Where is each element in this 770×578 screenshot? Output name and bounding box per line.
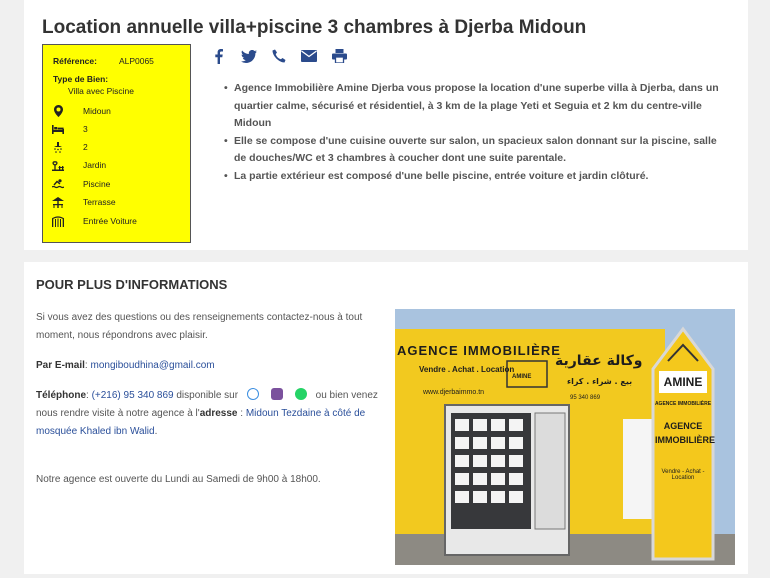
description-item: • Agence Immobilière Amine Djerba vous propose la location d'une superbe villa à Djerba, dans un quartier calme, sécurisé et résidentiel, à 3 km de la plage Yeti et Seguia et 2 km du centre-ville Midoun xyxy=(224,80,724,133)
contact-heading: POUR PLUS D'INFORMATIONS xyxy=(36,277,228,292)
agency-arabic-sub: بيع . شراء . كراء xyxy=(567,377,633,386)
phone-icon[interactable] xyxy=(270,48,288,64)
bed-icon xyxy=(52,123,64,135)
phone-label: Téléphone xyxy=(36,390,87,401)
feature-car-entrance xyxy=(43,215,192,233)
twitter-icon[interactable] xyxy=(240,48,258,64)
address-link[interactable]: Midoun Tezdaine à côté de mosquée Khaled ibn Walid xyxy=(36,408,366,437)
phone-suffix: disponible sur xyxy=(173,390,241,401)
agency-arabic-text: وكالة عقارية xyxy=(555,353,643,369)
pillar-main-text: AGENCE IMMOBILIÈRE xyxy=(655,421,715,445)
pillar-subtitle: AGENCE IMMOBILIÈRE xyxy=(654,401,712,407)
phone-link[interactable]: (+216) 95 340 869 xyxy=(91,390,174,401)
feature-bathrooms xyxy=(43,141,192,159)
feature-label: 3 xyxy=(83,124,88,134)
garden-icon xyxy=(52,159,64,171)
whatsapp-icon[interactable] xyxy=(295,388,307,400)
listing-card xyxy=(24,0,748,250)
viber-icon[interactable] xyxy=(271,388,283,400)
location-pin-icon xyxy=(52,105,64,117)
opening-hours: Notre agence est ouverte du Lundi au Samedi de 9h00 à 18h00. xyxy=(36,474,321,485)
visit-prefix: ou bien venez nous rendre visite à notre agence à l' xyxy=(36,390,378,419)
agency-phone: 95 340 869 xyxy=(570,395,601,401)
messenger-icon[interactable] xyxy=(247,388,259,400)
share-toolbar xyxy=(210,48,348,64)
facebook-icon[interactable] xyxy=(210,48,228,64)
feature-bedrooms xyxy=(43,123,192,141)
type-value: Villa avec Piscine xyxy=(68,86,134,96)
feature-label: 2 xyxy=(83,142,88,152)
description-item: • La partie extérieur est composé d'une belle piscine, entrée voiture et jardin clôturé. xyxy=(224,168,724,186)
agency-website: www.djerbaimmo.tn xyxy=(423,389,485,396)
property-info-box xyxy=(42,44,191,243)
feature-garden xyxy=(43,159,192,177)
feature-label: Piscine xyxy=(83,179,111,189)
address-label: adresse xyxy=(199,408,238,419)
pool-icon xyxy=(52,178,64,190)
pillar-title: AMINE xyxy=(663,375,703,389)
feature-pool xyxy=(43,178,192,196)
terrace-icon xyxy=(52,196,64,208)
email-line: Par E-mail: mongiboudhina@gmail.com xyxy=(36,360,215,371)
contact-card xyxy=(24,262,748,574)
reference-value: ALP0065 xyxy=(118,56,154,66)
description-item: • Elle se compose d'une cuisine ouverte sur salon, un spacieux salon donnant sur la piscine, salle de douches/WC et 3 chambres à coucher dont une suite parentale. xyxy=(224,133,724,168)
feature-label: Midoun xyxy=(83,106,111,116)
feature-terrace xyxy=(43,196,192,214)
type-label: Type de Bien: xyxy=(53,74,109,84)
gate-icon xyxy=(52,215,64,227)
email-icon[interactable] xyxy=(300,48,318,64)
contact-intro: Si vous avez des questions ou des renseignements contactez-nous à tout moment, nous répondrons avec plaisir. xyxy=(36,312,363,341)
agency-photo xyxy=(395,309,735,565)
agency-logo-text: AMINE xyxy=(512,374,532,380)
email-link[interactable]: mongiboudhina@gmail.com xyxy=(90,360,215,371)
phone-line: Téléphone: (+216) 95 340 869 disponible sur ou bien venez nous rendre visite à notre agence à l'adresse : Midoun Tezdaine à côté de mosquée Khaled ibn Walid. xyxy=(36,390,378,437)
print-icon[interactable] xyxy=(330,48,348,64)
feature-label: Jardin xyxy=(83,160,107,170)
agency-banner-sub: Vendre . Achat . Location xyxy=(419,365,515,374)
agency-banner-text: AGENCE IMMOBILIÈRE xyxy=(397,343,561,358)
pillar-tagline: Vendre - Achat - Location xyxy=(661,469,705,481)
email-label: Par E-mail xyxy=(36,360,85,371)
reference-label: Référence: xyxy=(53,56,97,66)
listing-title: Location annuelle villa+piscine 3 chambres à Djerba Midoun xyxy=(42,17,587,38)
feature-label: Terrasse xyxy=(83,197,116,207)
feature-location xyxy=(43,105,192,123)
feature-label: Entrée Voiture xyxy=(83,216,137,226)
shower-icon xyxy=(52,141,64,153)
reference-row xyxy=(53,56,154,66)
listing-description xyxy=(224,80,724,185)
